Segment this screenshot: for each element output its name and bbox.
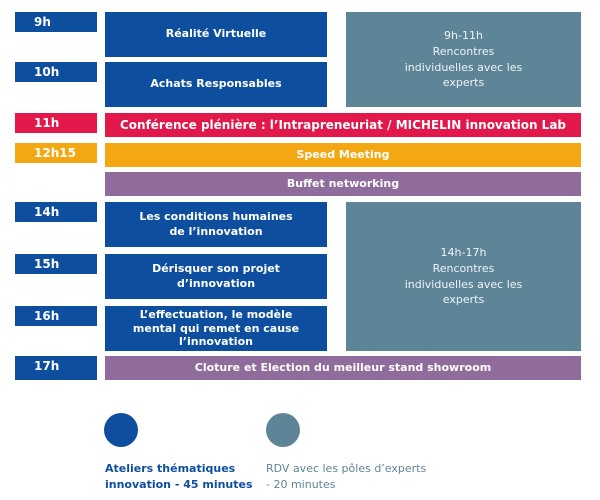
session-title-line: L’effectuation, le modèle [139, 307, 293, 321]
time-12h15 [15, 143, 97, 163]
legend-ateliers [105, 461, 253, 493]
session-title-line: de l’innovation [169, 224, 263, 238]
session-title: Conférence plénière : l’Intrapreneuriat / MICHELIN innovation Lab [119, 117, 567, 132]
time-15h [15, 254, 97, 274]
time-17h [15, 356, 97, 380]
rdv-experts-morning [346, 12, 581, 107]
session-speed-meeting [105, 143, 581, 167]
rdv-line: individuelles avec les [404, 60, 523, 74]
time-label: 11h [34, 116, 60, 130]
rdv-line: experts [442, 76, 485, 90]
session-title-line: l’innovation [179, 335, 253, 349]
session-buffet-networking [105, 172, 581, 196]
time-11h [15, 113, 97, 133]
rdv-line: Rencontres [432, 261, 495, 275]
session-conditions-humaines [105, 202, 327, 247]
session-title-line: Dérisquer son projet [152, 261, 280, 275]
rdv-line: individuelles avec les [404, 277, 523, 291]
rdv-experts-afternoon [346, 202, 581, 351]
time-label: 10h [34, 65, 60, 79]
time-9h [15, 12, 97, 32]
time-16h [15, 306, 97, 326]
rdv-line: Rencontres [432, 44, 495, 58]
time-label: 15h [34, 257, 60, 271]
time-label: 9h [34, 15, 51, 29]
session-title-line: mental qui remet en cause [132, 321, 300, 335]
session-derisquer-projet [105, 254, 327, 299]
rdv-line: experts [442, 293, 485, 307]
rdv-time: 9h-11h [444, 28, 483, 42]
session-title: Speed Meeting [296, 147, 390, 161]
session-title-line: Les conditions humaines [139, 209, 293, 223]
session-title: Achats Responsables [150, 77, 282, 91]
time-10h [15, 62, 97, 82]
legend-line: Ateliers thématiques [105, 462, 236, 475]
session-title: Cloture et Election du meilleur stand showroom [194, 360, 492, 374]
legend-line: - 20 minutes [266, 477, 336, 491]
legend-line: RDV avec les pôles d’experts [266, 462, 427, 475]
time-label: 17h [34, 359, 60, 373]
time-label: 14h [34, 205, 60, 219]
legend-rdv-dot [266, 413, 300, 447]
session-realite-virtuelle [105, 12, 327, 57]
session-conference-pleniere [105, 113, 581, 137]
time-14h [15, 202, 97, 222]
time-label: 12h15 [34, 146, 76, 160]
session-effectuation [105, 306, 327, 351]
session-title: Réalité Virtuelle [165, 27, 267, 41]
legend-line: innovation - 45 minutes [105, 477, 253, 491]
session-title: Buffet networking [286, 176, 400, 190]
session-achats-responsables [105, 62, 327, 107]
time-label: 16h [34, 309, 60, 323]
legend-rdv [266, 461, 426, 493]
legend-ateliers-dot [104, 413, 138, 447]
session-title-line: d’innovation [176, 276, 256, 290]
session-cloture [105, 356, 581, 380]
rdv-time: 14h-17h [440, 245, 487, 259]
